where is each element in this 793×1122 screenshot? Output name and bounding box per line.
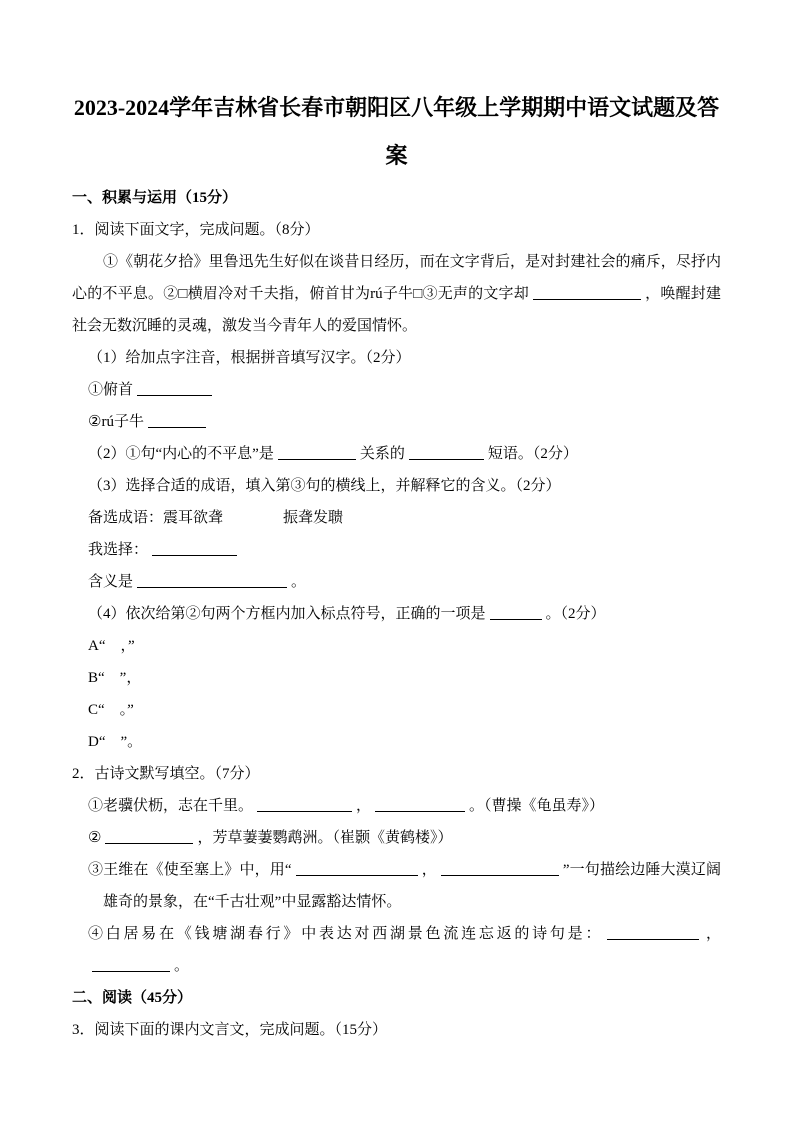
answer-blank xyxy=(533,286,641,300)
q1-sub1-pinyin xyxy=(72,374,721,406)
option-c xyxy=(72,694,721,726)
answer-blank xyxy=(278,446,356,460)
text-segment: 关系的 xyxy=(359,446,405,462)
q2-4 xyxy=(72,918,721,982)
answer-blank xyxy=(148,414,206,428)
page-title: 2023-2024学年吉林省长春市朝阳区八年级上学期期中语文试题及答案 xyxy=(73,95,720,168)
text-segment: ③王维在《使至塞上》中，用“ xyxy=(88,862,292,878)
answer-blank xyxy=(296,862,418,876)
text-segment: ， xyxy=(421,862,437,878)
text-segment: ，唤醒封建社会无数沉睡的灵魂，激发当今青年人的爱国情怀。 xyxy=(72,286,721,334)
answer-blank xyxy=(375,798,465,812)
q1-sub4 xyxy=(72,598,721,630)
text-segment: A“ ，” xyxy=(88,638,135,654)
q2-2 xyxy=(72,822,721,854)
text-segment: 3．阅读下面的课内文言文，完成问题。（15分） xyxy=(72,1022,388,1038)
q1-stem xyxy=(72,214,721,246)
text-segment: C“ 。” xyxy=(88,702,134,718)
text-segment: ，芳草萋萋鹦鹉洲。（崔颢《黄鹤楼》） xyxy=(197,830,453,846)
option-a xyxy=(72,630,721,662)
text-segment: ② xyxy=(88,830,102,846)
q2-stem xyxy=(72,758,721,790)
q1-sub3-choice xyxy=(72,534,721,566)
answer-blank xyxy=(607,926,699,940)
option-b xyxy=(72,662,721,694)
text-segment: 我选择： xyxy=(88,542,149,558)
text-segment: D“ ”。 xyxy=(88,734,143,750)
text-segment: ②rú子牛 xyxy=(88,414,144,430)
text-segment: 2．古诗文默写填空。（7分） xyxy=(72,766,260,782)
text-segment: 二、阅读（45分） xyxy=(72,990,193,1006)
text-segment: ， xyxy=(356,798,372,814)
text-segment: 。（2分） xyxy=(545,606,606,622)
text-segment: 。（曹操《龟虽寿》） xyxy=(469,798,605,814)
text-segment: 。 xyxy=(174,958,190,974)
q1-sub3 xyxy=(72,470,721,502)
text-segment: B“ ”， xyxy=(88,670,142,686)
q1-sub1 xyxy=(72,342,721,374)
text-segment: 短语。（2分） xyxy=(487,446,578,462)
text-segment: 备选成语：震耳欲聋 振聋发聩 xyxy=(88,510,344,526)
text-segment: ， xyxy=(703,926,721,942)
document-body xyxy=(72,182,721,1046)
text-segment: （3）选择合适的成语，填入第③句的横线上，并解释它的含义。（2分） xyxy=(88,478,561,494)
text-segment: 。 xyxy=(291,574,307,590)
q1-sub3-options xyxy=(72,502,721,534)
text-segment: 含义是 xyxy=(88,574,134,590)
text-segment: ”一句描绘边陲大漠辽阔雄奇的景象，在“千古壮观”中显露豁达情怀。 xyxy=(103,862,721,910)
q2-3 xyxy=(72,854,721,918)
section-2-heading xyxy=(72,982,721,1014)
q1-passage xyxy=(72,246,721,342)
text-segment: 1．阅读下面文字，完成问题。（8分） xyxy=(72,222,320,238)
answer-blank xyxy=(152,542,237,556)
answer-blank xyxy=(257,798,352,812)
answer-blank xyxy=(441,862,559,876)
text-segment: ①俯首 xyxy=(88,382,134,398)
q1-sub2 xyxy=(72,438,721,470)
answer-blank xyxy=(137,382,212,396)
answer-blank xyxy=(409,446,484,460)
text-segment: （1）给加点字注音，根据拼音填写汉字。（2分） xyxy=(88,350,411,366)
option-d xyxy=(72,726,721,758)
text-segment: 一、积累与运用（15分） xyxy=(72,190,238,206)
q1-sub1-hanzi xyxy=(72,406,721,438)
text-segment: ①《朝花夕拾》里鲁迅先生好似在谈昔日经历，而在文字背后，是对封建社会的痛斥，尽抒内心的不平息。②□横眉冷对千夫指，俯首甘为rú子牛□③无声的文字却 xyxy=(72,254,721,302)
text-segment: （2）①句“内心的不平息”是 xyxy=(88,446,274,462)
text-segment: ④白居易在《钱塘湖春行》中表达对西湖景色流连忘返的诗句是： xyxy=(88,926,604,942)
q3-stem xyxy=(72,1014,721,1046)
text-segment: （4）依次给第②句两个方框内加入标点符号，正确的一项是 xyxy=(88,606,486,622)
q2-1 xyxy=(72,790,721,822)
answer-blank xyxy=(105,830,193,844)
answer-blank xyxy=(92,958,170,972)
answer-blank xyxy=(137,574,287,588)
text-segment: ①老骥伏枥，志在千里。 xyxy=(88,798,254,814)
section-1-heading xyxy=(72,182,721,214)
q1-sub3-meaning xyxy=(72,566,721,598)
answer-blank xyxy=(490,606,542,620)
